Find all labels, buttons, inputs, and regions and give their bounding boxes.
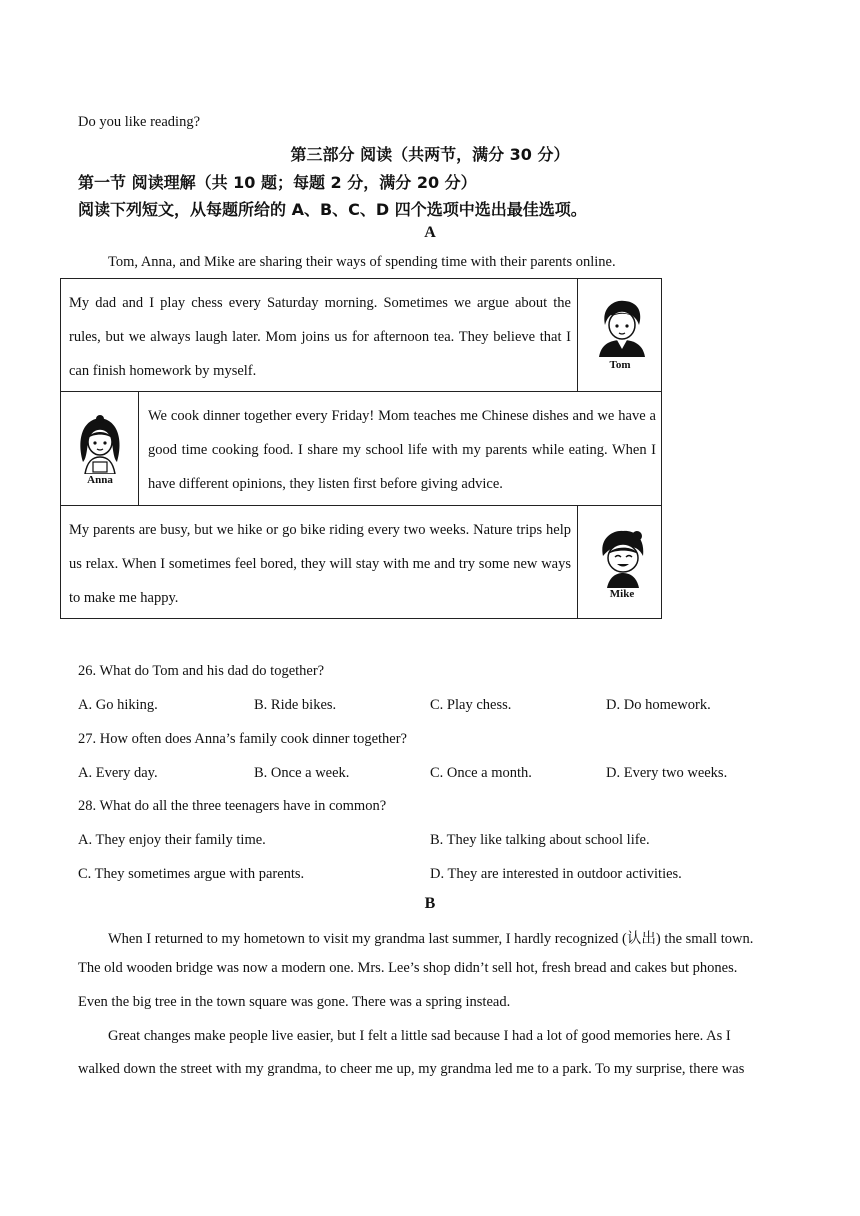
instructions: 阅读下列短文，从每题所给的 A、B、C、D 四个选项中选出最佳选项。 bbox=[78, 200, 587, 219]
mike-text: My parents are busy, but we hike or go bike riding every two weeks. Nature trips help us relax. When I sometimes feel bored, they will stay with me and try some new ways to make me happy. bbox=[69, 522, 571, 606]
question-28-option-c: C. They sometimes argue with parents. bbox=[78, 866, 305, 882]
table-row-anna bbox=[61, 392, 661, 506]
question-27-option-c: C. Once a month. bbox=[430, 765, 532, 781]
question-27-option-b: B. Once a week. bbox=[254, 765, 350, 781]
intro-line: Do you like reading? bbox=[78, 114, 201, 130]
passage-b-line: walked down the street with my grandma, to cheer me up, my grandma led me to a park. To my surprise, there was bbox=[78, 1061, 745, 1077]
question-28-option-b: B. They like talking about school life. bbox=[430, 832, 650, 848]
cell-divider bbox=[138, 392, 139, 505]
tom-text: My dad and I play chess every Saturday morning. Sometimes we argue about the rules, but we always laugh later. Mom joins us for afternoon tea. They believe that I can finish homework by myself. bbox=[69, 295, 571, 379]
question-26-option-c: C. Play chess. bbox=[430, 697, 512, 713]
table-row-tom bbox=[61, 279, 661, 392]
cell-divider bbox=[577, 506, 578, 618]
question-27-option-d: D. Every two weeks. bbox=[606, 765, 728, 781]
question-26-option-a: A. Go hiking. bbox=[78, 697, 158, 713]
cell-divider bbox=[577, 279, 578, 391]
tom-name-label: Tom bbox=[609, 359, 631, 371]
passage-b-line: Great changes make people live easier, but I felt a little sad because I had a lot of good memories here. As I bbox=[108, 1028, 731, 1044]
section-header: 第三部分 阅读（共两节，满分 30 分） bbox=[290, 145, 570, 164]
question-28-stem: 28. What do all the three teenagers have in common? bbox=[78, 798, 387, 814]
passage-b-line: When I returned to my hometown to visit my grandma last summer, I hardly recognized (认出) the small town. bbox=[108, 931, 754, 947]
mike-avatar-icon bbox=[587, 526, 657, 606]
mike-name-label: Mike bbox=[609, 588, 635, 600]
passage-b-label: B bbox=[424, 895, 436, 912]
subsection-header: 第一节 阅读理解（共 10 题；每题 2 分，满分 20 分） bbox=[78, 173, 477, 192]
anna-avatar-icon bbox=[65, 412, 135, 492]
passage-b-line: The old wooden bridge was now a modern one. Mrs. Lee’s shop didn’t sell hot, fresh bread and cakes but phones. bbox=[78, 960, 738, 976]
question-26-option-b: B. Ride bikes. bbox=[254, 697, 337, 713]
question-27-stem: 27. How often does Anna’s family cook dinner together? bbox=[78, 731, 407, 747]
anna-text: We cook dinner together every Friday! Mom teaches me Chinese dishes and we have a good time cooking food. I share my school life with my parents while eating. When I have different opinions, they listen first before giving advice. bbox=[148, 408, 656, 492]
question-26-option-d: D. Do homework. bbox=[606, 697, 711, 713]
question-28-option-d: D. They are interested in outdoor activities. bbox=[430, 866, 682, 882]
passage-b-line: Even the big tree in the town square was gone. There was a spring instead. bbox=[78, 994, 511, 1010]
question-28-option-a: A. They enjoy their family time. bbox=[78, 832, 266, 848]
question-26-stem: 26. What do Tom and his dad do together? bbox=[78, 663, 325, 679]
question-27-option-a: A. Every day. bbox=[78, 765, 158, 781]
anna-name-label: Anna bbox=[87, 474, 113, 486]
passage-a-label: A bbox=[424, 224, 436, 241]
table-row-mike bbox=[61, 506, 661, 618]
passage-a-intro: Tom, Anna, and Mike are sharing their ways of spending time with their parents online. bbox=[108, 254, 616, 270]
profiles-table bbox=[60, 278, 662, 619]
tom-avatar-icon bbox=[585, 297, 655, 377]
